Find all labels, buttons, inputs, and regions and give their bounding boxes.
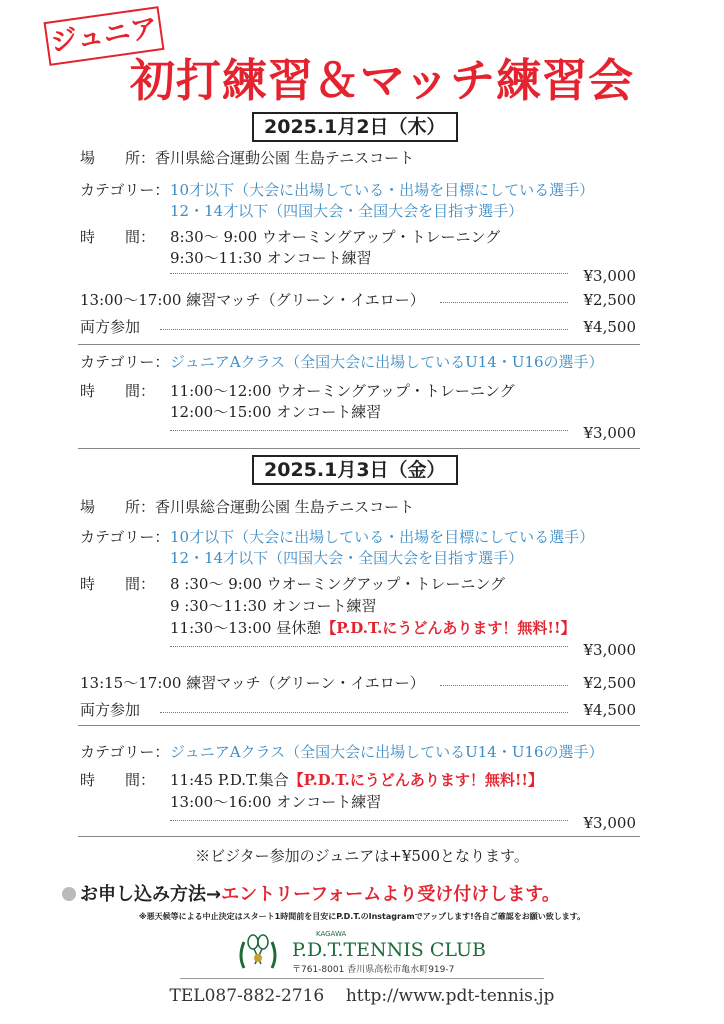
dot-leader — [440, 302, 568, 303]
dot-leader — [160, 712, 568, 713]
schedule-line: 13:00～16:00 オンコート練習 — [170, 793, 382, 811]
apply-label: お申し込み方法→ — [80, 884, 222, 905]
dot-leader — [160, 329, 568, 330]
club-region: KAGAWA — [316, 930, 347, 938]
schedule-line: 11:00～12:00 ウオーミングアップ・トレーニング — [170, 382, 515, 400]
category-line: ジュニアAクラス（全国大会に出場しているU14・U16の選手） — [170, 353, 604, 371]
divider — [78, 725, 640, 726]
schedule-line: 9:30～11:30 オンコート練習 — [170, 249, 372, 267]
venue-day2: 場 所：香川県総合運動公園 生島テニスコート — [80, 498, 415, 516]
price: ¥2,500 — [583, 674, 636, 692]
dot-leader — [170, 820, 568, 821]
category-line: 10才以下（大会に出場している・出場を目標にしている選手） — [170, 181, 595, 199]
divider — [78, 836, 640, 837]
time-label: 時 間： — [80, 228, 156, 246]
club-address: 〒761-8001 香川県高松市亀水町919-7 — [292, 965, 455, 975]
divider — [78, 344, 640, 345]
date-day1: 2025.1月2日（木） — [252, 112, 458, 142]
category-label: カテゴリー： — [80, 528, 170, 546]
divider — [180, 978, 544, 979]
dot-leader — [170, 430, 568, 431]
category-line: 10才以下（大会に出場している・出場を目標にしている選手） — [170, 528, 595, 546]
udon-notice: 【P.D.T.にうどんあります！無料!!】 — [288, 771, 543, 789]
junior-stamp: ジュニア — [44, 6, 165, 66]
price: ¥3,000 — [583, 267, 636, 285]
category-label: カテゴリー： — [80, 743, 170, 761]
schedule-line — [170, 770, 543, 790]
udon-notice: 【P.D.T.にうどんあります！無料!!】 — [321, 619, 576, 637]
schedule-line: 8:30～ 9:00 ウオーミングアップ・トレーニング — [170, 228, 501, 246]
club-name: P.D.T.TENNIS CLUB — [292, 939, 486, 961]
price: ¥2,500 — [583, 291, 636, 309]
venue-day1: 場 所：香川県総合運動公園 生島テニスコート — [80, 149, 415, 167]
dot-leader — [440, 685, 568, 686]
category-line: ジュニアAクラス（全国大会に出場しているU14・U16の選手） — [170, 743, 604, 761]
time-label: 時 間： — [80, 575, 156, 593]
price: ¥3,000 — [583, 641, 636, 659]
apply-text: エントリーフォームより受け付けします。 — [221, 884, 560, 905]
club-logo — [234, 928, 282, 976]
date-day2: 2025.1月3日（金） — [252, 455, 458, 485]
schedule-line: 12:00～15:00 オンコート練習 — [170, 403, 382, 421]
schedule-line — [170, 618, 576, 638]
category-label: カテゴリー： — [80, 181, 170, 199]
schedule-line: 8 :30～ 9:00 ウオーミングアップ・トレーニング — [170, 575, 506, 593]
both-line: 両方参加 — [80, 701, 141, 719]
dot-leader — [170, 646, 568, 647]
price: ¥4,500 — [583, 318, 636, 336]
weather-note: ※悪天候等による中止決定はスタート1時間前を目安にP.D.T.のInstagramでアップします!各自ご確認をお願い致します。 — [138, 912, 586, 921]
price: ¥4,500 — [583, 701, 636, 719]
dot-leader — [170, 273, 568, 274]
price: ¥3,000 — [583, 424, 636, 442]
apply-section — [62, 880, 560, 906]
match-line: 13:00～17:00 練習マッチ（グリーン・イエロー） — [80, 291, 425, 309]
price: ¥3,000 — [583, 814, 636, 832]
lunch-time: 11:30～13:00 昼休憩 — [170, 619, 322, 637]
visitor-note: ※ビジター参加のジュニアは+¥500となります。 — [195, 847, 529, 865]
gather-time: 11:45 P.D.T.集合 — [170, 771, 289, 789]
category-label: カテゴリー： — [80, 353, 170, 371]
time-label: 時 間： — [80, 382, 156, 400]
footer — [0, 986, 724, 1006]
schedule-line: 9 :30～11:30 オンコート練習 — [170, 597, 377, 615]
website-link[interactable]: http://www.pdt-tennis.jp — [345, 986, 555, 1006]
match-line: 13:15～17:00 練習マッチ（グリーン・イエロー） — [80, 674, 425, 692]
divider — [78, 448, 640, 449]
time-label: 時 間： — [80, 771, 156, 789]
bullet-icon — [62, 887, 76, 901]
both-line: 両方参加 — [80, 318, 141, 336]
page-title: 初打練習＆マッチ練習会 — [129, 54, 635, 107]
category-line: 12・14才以下（四国大会・全国大会を目指す選手） — [170, 549, 524, 567]
tel: TEL087-882-2716 — [169, 986, 325, 1006]
category-line: 12・14才以下（四国大会・全国大会を目指す選手） — [170, 202, 524, 220]
